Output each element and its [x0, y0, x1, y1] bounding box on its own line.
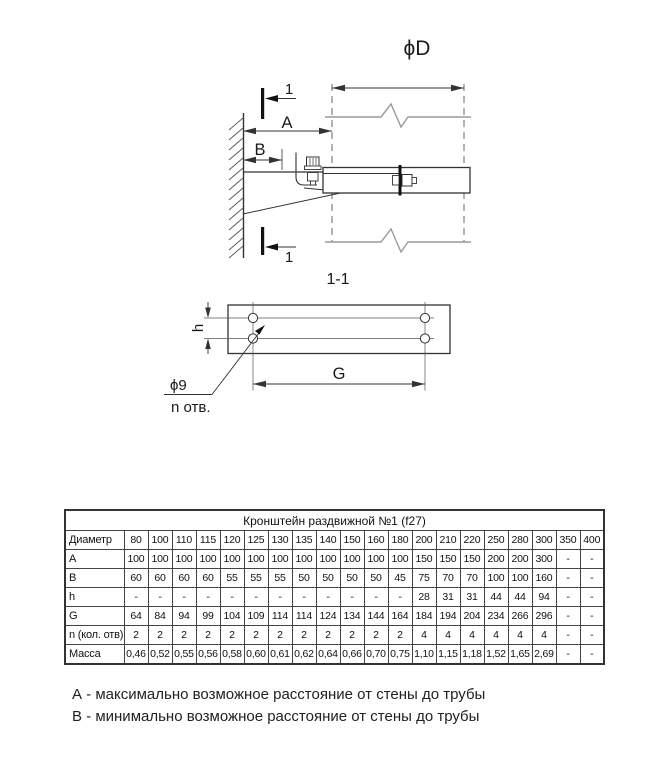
table-cell: -: [244, 588, 268, 607]
table-cell: 60: [124, 569, 148, 588]
table-cell: 2: [244, 626, 268, 645]
label-dim-b: В: [254, 141, 266, 159]
note-a: А - максимально возможное расстояние от стены до трубы: [72, 686, 486, 703]
table-cell: 99: [196, 607, 220, 626]
dimension-a: [243, 114, 332, 134]
dimension-h: [190, 302, 211, 354]
table-cell: -: [364, 588, 388, 607]
note-b: В - минимально возможное расстояние от стены до трубы: [72, 708, 480, 725]
table-cell: 28: [412, 588, 436, 607]
table-cell: 100: [340, 550, 364, 569]
table-cell: 134: [340, 607, 364, 626]
dimension-g: [253, 365, 425, 387]
table-cell: 110: [172, 531, 196, 550]
table-cell: 150: [460, 550, 484, 569]
table-cell: 50: [364, 569, 388, 588]
table-cell: -: [388, 588, 412, 607]
table-cell: 0,60: [244, 645, 268, 665]
table-cell: 4: [484, 626, 508, 645]
table-cell: 100: [172, 550, 196, 569]
table-cell: 210: [436, 531, 460, 550]
table-cell: 31: [460, 588, 484, 607]
table-cell: 45: [388, 569, 412, 588]
table-cell: 60: [172, 569, 196, 588]
table-cell: 2: [172, 626, 196, 645]
table-cell: 0,62: [292, 645, 316, 665]
table-cell: 400: [580, 531, 604, 550]
table-cell: -: [556, 626, 580, 645]
table-cell: 200: [484, 550, 508, 569]
table-cell: 2: [316, 626, 340, 645]
table-cell: -: [148, 588, 172, 607]
table-cell: 64: [124, 607, 148, 626]
table-cell: 94: [172, 607, 196, 626]
row-label: n (кол. отв): [65, 626, 124, 645]
table-cell: 194: [436, 607, 460, 626]
table-cell: 184: [412, 607, 436, 626]
table-cell: 2,69: [532, 645, 556, 665]
table-cell: 104: [220, 607, 244, 626]
table-cell: -: [556, 569, 580, 588]
table-cell: 55: [220, 569, 244, 588]
table-row: [65, 569, 604, 588]
plate-section: [204, 302, 450, 391]
row-label: Масса: [65, 645, 124, 665]
table-cell: 0,75: [388, 645, 412, 665]
table-cell: 70: [460, 569, 484, 588]
table-cell: 234: [484, 607, 508, 626]
table-cell: -: [580, 569, 604, 588]
table-cell: 70: [436, 569, 460, 588]
table-cell: 1,52: [484, 645, 508, 665]
row-label: В: [65, 569, 124, 588]
table-cell: 150: [436, 550, 460, 569]
table-cell: 125: [244, 531, 268, 550]
table-row: [65, 531, 604, 550]
table-cell: 204: [460, 607, 484, 626]
dimension-table: [64, 509, 605, 665]
table-cell: 44: [508, 588, 532, 607]
table-cell: 0,64: [316, 645, 340, 665]
table-cell: -: [580, 550, 604, 569]
table-cell: 0,66: [340, 645, 364, 665]
table-cell: 50: [316, 569, 340, 588]
table-cell: 2: [388, 626, 412, 645]
wall: [229, 113, 244, 258]
table-cell: -: [580, 626, 604, 645]
table-cell: 0,55: [172, 645, 196, 665]
table-cell: 100: [316, 550, 340, 569]
table-cell: 84: [148, 607, 172, 626]
table-cell: 100: [148, 550, 172, 569]
table-cell: 100: [196, 550, 220, 569]
table-cell: 120: [220, 531, 244, 550]
table-cell: 296: [532, 607, 556, 626]
row-label: h: [65, 588, 124, 607]
table-row: [65, 550, 604, 569]
table-cell: 2: [268, 626, 292, 645]
table-cell: 50: [292, 569, 316, 588]
table-cell: 31: [436, 588, 460, 607]
table-cell: 55: [244, 569, 268, 588]
table-cell: 109: [244, 607, 268, 626]
table-cell: -: [340, 588, 364, 607]
label-pipe-diameter: ϕD: [403, 37, 431, 60]
label-dim-g: G: [332, 365, 346, 383]
table-cell: 300: [532, 550, 556, 569]
table-cell: 100: [508, 569, 532, 588]
table-cell: 2: [292, 626, 316, 645]
table-cell: 60: [196, 569, 220, 588]
row-label: Диаметр: [65, 531, 124, 550]
label-holes-count: n отв.: [171, 399, 211, 416]
table-cell: -: [268, 588, 292, 607]
table-cell: 60: [148, 569, 172, 588]
table-cell: -: [196, 588, 220, 607]
table-cell: -: [556, 588, 580, 607]
label-section-view: 1-1: [326, 271, 350, 288]
table-cell: 100: [388, 550, 412, 569]
table-cell: -: [124, 588, 148, 607]
table-cell: 55: [268, 569, 292, 588]
table-cell: 200: [412, 531, 436, 550]
table-row: [65, 588, 604, 607]
table-cell: 114: [268, 607, 292, 626]
table-cell: 280: [508, 531, 532, 550]
table-cell: 160: [364, 531, 388, 550]
footnotes: [72, 684, 485, 728]
table-cell: 100: [148, 531, 172, 550]
table-cell: -: [292, 588, 316, 607]
label-dim-a: А: [281, 114, 293, 132]
table-cell: 130: [268, 531, 292, 550]
table-cell: 0,52: [148, 645, 172, 665]
table-cell: 80: [124, 531, 148, 550]
table-cell: -: [556, 645, 580, 665]
nut-2: [402, 175, 412, 187]
table-cell: 250: [484, 531, 508, 550]
dimension-pipe-diameter: [332, 37, 464, 91]
table-cell: -: [172, 588, 196, 607]
table-cell: 164: [388, 607, 412, 626]
table-cell: 135: [292, 531, 316, 550]
row-label: G: [65, 607, 124, 626]
table-cell: 115: [196, 531, 220, 550]
bolt-1: [305, 157, 322, 185]
table-row: [65, 607, 604, 626]
table-cell: 4: [460, 626, 484, 645]
label-hole-diameter: ϕ9: [170, 377, 187, 394]
table-cell: -: [580, 588, 604, 607]
table-cell: -: [580, 607, 604, 626]
table-cell: 0,56: [196, 645, 220, 665]
dimension-b: [243, 141, 282, 170]
table-cell: 75: [412, 569, 436, 588]
table-cell: 100: [268, 550, 292, 569]
table-cell: 144: [364, 607, 388, 626]
table-cell: 4: [436, 626, 460, 645]
table-cell: 100: [484, 569, 508, 588]
table-cell: 2: [364, 626, 388, 645]
table-row: [65, 645, 604, 665]
table-cell: 4: [412, 626, 436, 645]
table-cell: -: [556, 550, 580, 569]
wall-hatch: [229, 118, 243, 258]
table-cell: 0,70: [364, 645, 388, 665]
table-cell: 180: [388, 531, 412, 550]
table-cell: 100: [244, 550, 268, 569]
table-cell: -: [580, 645, 604, 665]
table-cell: -: [220, 588, 244, 607]
table-cell: 140: [316, 531, 340, 550]
table-cell: 2: [196, 626, 220, 645]
table-cell: 150: [340, 531, 364, 550]
table-cell: 2: [124, 626, 148, 645]
table-cell: -: [556, 607, 580, 626]
table-title-row: [65, 510, 604, 531]
table-cell: 4: [532, 626, 556, 645]
row-label: А: [65, 550, 124, 569]
table-cell: 2: [148, 626, 172, 645]
table-cell: 44: [484, 588, 508, 607]
table-cell: 0,58: [220, 645, 244, 665]
pipe-outline: [332, 84, 464, 242]
label-section-mark-bottom: 1: [284, 249, 294, 266]
table-cell: 1,15: [436, 645, 460, 665]
table-cell: 1,65: [508, 645, 532, 665]
table-cell: 350: [556, 531, 580, 550]
table-cell: 124: [316, 607, 340, 626]
table-cell: 150: [412, 550, 436, 569]
table-cell: 160: [532, 569, 556, 588]
label-section-mark-top: 1: [284, 81, 294, 98]
table-cell: 100: [220, 550, 244, 569]
table-cell: 100: [124, 550, 148, 569]
table-cell: 94: [532, 588, 556, 607]
section-mark-bottom: [261, 227, 296, 266]
table-cell: 114: [292, 607, 316, 626]
table-cell: 4: [508, 626, 532, 645]
table-cell: 50: [340, 569, 364, 588]
table-row: [65, 626, 604, 645]
table-cell: 2: [340, 626, 364, 645]
table-cell: 300: [532, 531, 556, 550]
table-cell: 0,61: [268, 645, 292, 665]
bracket-channel: [323, 165, 470, 196]
label-dim-h: h: [190, 323, 207, 333]
table-cell: 1,10: [412, 645, 436, 665]
table-cell: 266: [508, 607, 532, 626]
table-cell: 100: [292, 550, 316, 569]
table-title: Кронштейн раздвижной №1 (f27): [65, 510, 604, 531]
table-cell: 200: [508, 550, 532, 569]
table-cell: -: [316, 588, 340, 607]
table-cell: 1,18: [460, 645, 484, 665]
table-cell: 0,46: [124, 645, 148, 665]
table-cell: 100: [364, 550, 388, 569]
table-cell: 2: [220, 626, 244, 645]
table-cell: 220: [460, 531, 484, 550]
